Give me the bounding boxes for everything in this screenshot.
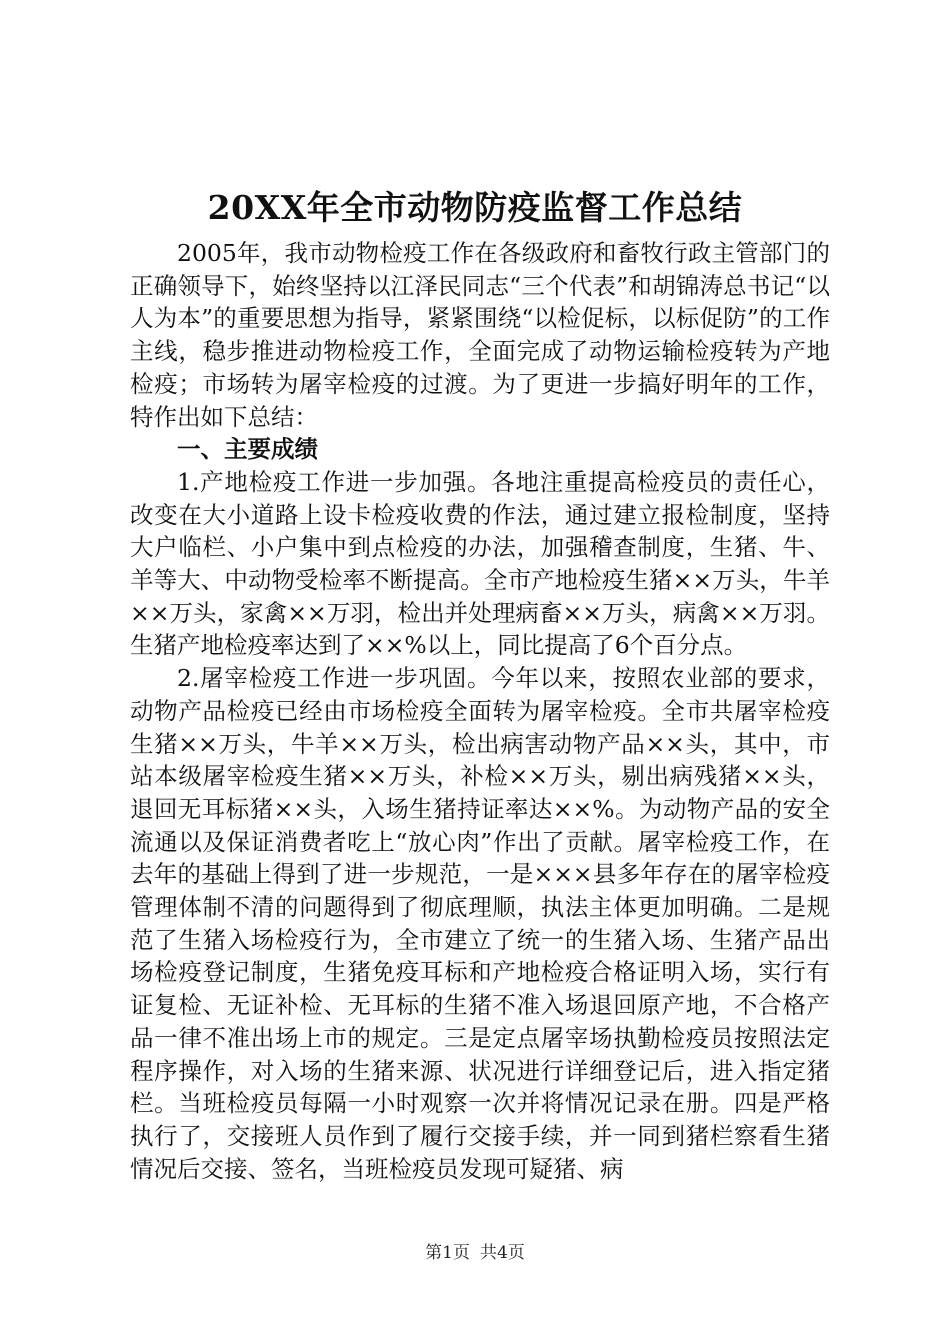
page-total: 共4页 (480, 1243, 525, 1263)
body-paragraph-1: 1.产地检疫工作进一步加强。各地注重提高检疫员的责任心，改变在大小道路上设卡检疫收费的作法，通过建立报检制度，坚持大户临栏、小户集中到点检疫的办法，加强稽查制度，生猪、牛、羊等大、中动物受检率不断提高。全市产地检疫生猪××万头，牛羊××万头，家禽××万羽，检出并处理病畜××万头，病禽××万羽。生猪产地检疫率达到了××%以上，同比提高了6个百分点。 (130, 467, 830, 660)
body-paragraph-2: 2.屠宰检疫工作进一步巩固。今年以来，按照农业部的要求，动物产品检疫已经由市场检疫全面转为屠宰检疫。全市共屠宰检疫生猪××万头，牛羊××万头，检出病害动物产品××头，其中，市站本级屠宰检疫生猪××万头，补检××万头，剔出病残猪××头，退回无耳标猪××头，入场生猪持证率达××%。为动物产品的安全流通以及保证消费者吃上“放心肉”作出了贡献。屠宰检疫工作，在去年的基础上得到了进一步规范，一是×××县多年存在的屠宰检疫管理体制不清的问题得到了彻底理顺，执法主体更加明确。二是规范了生猪入场检疫行为，全市建立了统一的生猪入场、生猪产品出场检疫登记制度，生猪免疫耳标和产地检疫合格证明入场，实行有证复检、无证补检、无耳标的生猪不准入场退回原产地，不合格产品一律不准出场上市的规定。三是定点屠宰场执勤检疫员按照法定程序操作，对入场的生猪来源、状况进行详细登记后，进入指定猪栏。当班检疫员每隔一小时观察一次并将情况记录在册。四是严格执行了，交接班人员作到了履行交接手续，并一同到猪栏察看生猪情况后交接、签名，当班检疫员发现可疑猪、病 (130, 664, 830, 1183)
intro-paragraph: 2005年，我市动物检疫工作在各级政府和畜牧行政主管部门的正确领导下，始终坚持以江泽民同志“三个代表”和胡锦涛总书记“以人为本”的重要思想为指导，紧紧围绕“以检促标，以标促防”的工作主线，稳步推进动物检疫工作，全面完成了动物运输检疫转为产地检疫；市场转为屠宰检疫的过渡。为了更进一步搞好明年的工作，特作出如下总结： (130, 239, 830, 431)
page-footer (0, 1241, 950, 1265)
page-number: 第1页 (425, 1243, 470, 1263)
document-body (130, 237, 830, 1185)
document-title: 20XX年全市动物防疫监督工作总结 (207, 188, 743, 227)
section-heading: 一、主要成绩 (177, 435, 318, 464)
